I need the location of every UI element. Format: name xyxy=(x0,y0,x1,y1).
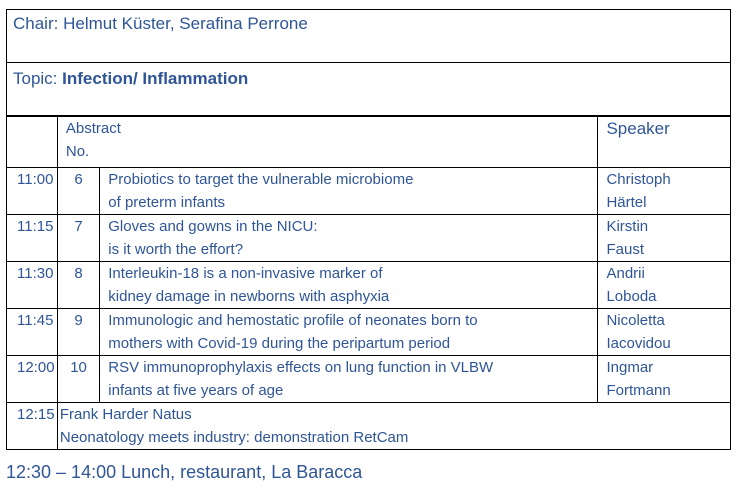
speaker-first-name: Andrii xyxy=(606,265,645,282)
table-row xyxy=(7,309,731,356)
session-time: 11:45 xyxy=(7,309,58,356)
table-row xyxy=(7,168,731,215)
speaker-name xyxy=(598,309,731,356)
chair-label: Chair: xyxy=(13,14,59,33)
talk-title-line1: Interleukin-18 is a non-invasive marker of xyxy=(108,265,383,282)
schedule-table xyxy=(6,116,731,450)
abstract-number: 7 xyxy=(57,215,99,262)
abstract-header-line2: No. xyxy=(65,143,90,160)
talk-title-line2: kidney damage in newborns with asphyxia xyxy=(108,288,390,305)
speaker-header: Speaker xyxy=(598,117,731,168)
closing-line2: Neonatology meets industry: demonstration RetCam xyxy=(59,429,409,446)
topic-value: Infection/ Inflammation xyxy=(62,69,249,88)
talk-title-line2: is it worth the effort? xyxy=(108,241,244,258)
speaker-last-name: Faust xyxy=(606,241,644,258)
talk-title xyxy=(100,262,598,309)
lunch-note: 12:30 – 14:00 Lunch, restaurant, La Baracca xyxy=(6,462,363,482)
speaker-name xyxy=(598,215,731,262)
talk-title xyxy=(100,356,598,403)
table-row xyxy=(7,262,731,309)
speaker-last-name: Iacovidou xyxy=(606,335,671,352)
speaker-name xyxy=(598,168,731,215)
talk-title-line2: infants at five years of age xyxy=(108,382,284,399)
topic-label: Topic: xyxy=(13,69,58,88)
abstract-number: 10 xyxy=(57,356,99,403)
speaker-name xyxy=(598,356,731,403)
talk-title xyxy=(100,168,598,215)
abstract-no-header xyxy=(57,117,598,168)
session-time: 11:30 xyxy=(7,262,58,309)
talk-title-line2: of preterm infants xyxy=(108,194,225,211)
speaker-last-name: Fortmann xyxy=(606,382,671,399)
closing-content xyxy=(57,403,730,450)
talk-title-line1: Gloves and gowns in the NICU: xyxy=(108,218,318,235)
session-time: 11:00 xyxy=(7,168,58,215)
closing-row xyxy=(7,403,731,450)
abstract-header-line1: Abstract xyxy=(65,120,121,137)
table-row xyxy=(7,215,731,262)
speaker-first-name: Nicoletta xyxy=(606,312,665,329)
table-header-row xyxy=(7,117,731,168)
talk-title-line2: mothers with Covid-19 during the peripartum period xyxy=(108,335,451,352)
speaker-first-name: Ingmar xyxy=(606,359,654,376)
session-time: 11:15 xyxy=(7,215,58,262)
talk-title-line1: Immunologic and hemostatic profile of neonates born to xyxy=(108,312,478,329)
time-header-cell xyxy=(7,117,58,168)
speaker-name xyxy=(598,262,731,309)
abstract-number: 8 xyxy=(57,262,99,309)
chair-names: Helmut Küster, Serafina Perrone xyxy=(63,14,308,33)
session-time: 12:00 xyxy=(7,356,58,403)
chair-box xyxy=(6,9,731,63)
talk-title-line1: Probiotics to target the vulnerable microbiome xyxy=(108,171,414,188)
speaker-last-name: Loboda xyxy=(606,288,657,305)
speaker-first-name: Kirstin xyxy=(606,218,649,235)
topic-box xyxy=(6,62,731,116)
session-time: 12:15 xyxy=(7,403,58,450)
talk-title xyxy=(100,215,598,262)
speaker-first-name: Christoph xyxy=(606,171,671,188)
speaker-last-name: Härtel xyxy=(606,194,647,211)
talk-title xyxy=(100,309,598,356)
abstract-number: 6 xyxy=(57,168,99,215)
closing-line1: Frank Harder Natus xyxy=(59,406,192,423)
abstract-number: 9 xyxy=(57,309,99,356)
table-row xyxy=(7,356,731,403)
talk-title-line1: RSV immunoprophylaxis effects on lung function in VLBW xyxy=(108,359,494,376)
